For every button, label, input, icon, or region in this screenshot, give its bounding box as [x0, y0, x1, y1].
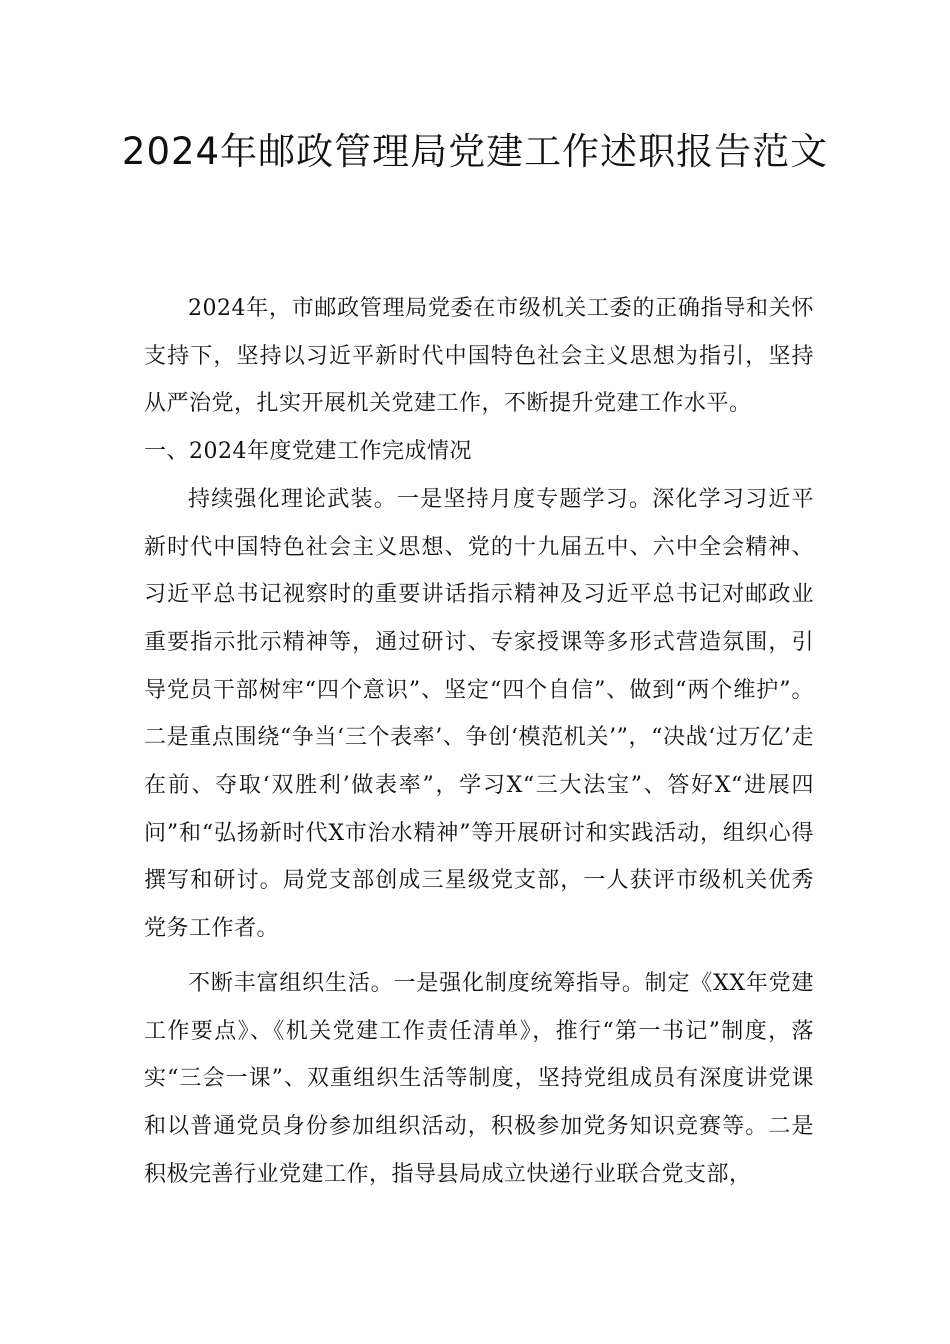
document-body	[144, 285, 814, 1198]
section-heading: 一、2024年度党建工作完成情况	[144, 439, 472, 465]
document-title: 2024年邮政管理局党建工作述职报告范文	[121, 130, 829, 173]
organization-life-paragraph: 不断丰富组织生活。一是强化制度统筹指导。制定《XX年党建工作要点》、《机关党建工作责任清单》，推行“第一书记”制度，落实“三会一课”、双重组织生活等制度，坚持党组成员有深度讲党课和以普通党员身份参加组织活动，积极参加党务知识竞赛等。二是积极完善行业党建工作，指导县局成立快递行业联合党支部，	[144, 970, 814, 1187]
theory-study-paragraph: 持续强化理论武装。一是坚持月度专题学习。深化学习习近平新时代中国特色社会主义思想、党的十九届五中、六中全会精神、习近平总书记视察时的重要讲话指示精神及习近平总书记对邮政业重要指示批示精神等，通过研讨、专家授课等多形式营造氛围，引导党员干部树牢“四个意识”、坚定“四个自信”、做到“两个维护”。二是重点围绕“争当‘三个表率’、争创‘模范机关’”，“决战‘过万亿’走在前、夺取‘双胜利’做表率”，学习X“三大法宝”、答好X“进展四问”和“弘扬新时代X市治水精神”等开展研讨和实践活动，组织心得撰写和研讨。局党支部创成三星级党支部，一人获评市级机关优秀党务工作者。	[144, 486, 814, 942]
intro-paragraph: 2024年，市邮政管理局党委在市级机关工委的正确指导和关怀支持下，坚持以习近平新时代中国特色社会主义思想为指引，坚持从严治党，扎实开展机关党建工作，不断提升党建工作水平。	[144, 296, 814, 417]
